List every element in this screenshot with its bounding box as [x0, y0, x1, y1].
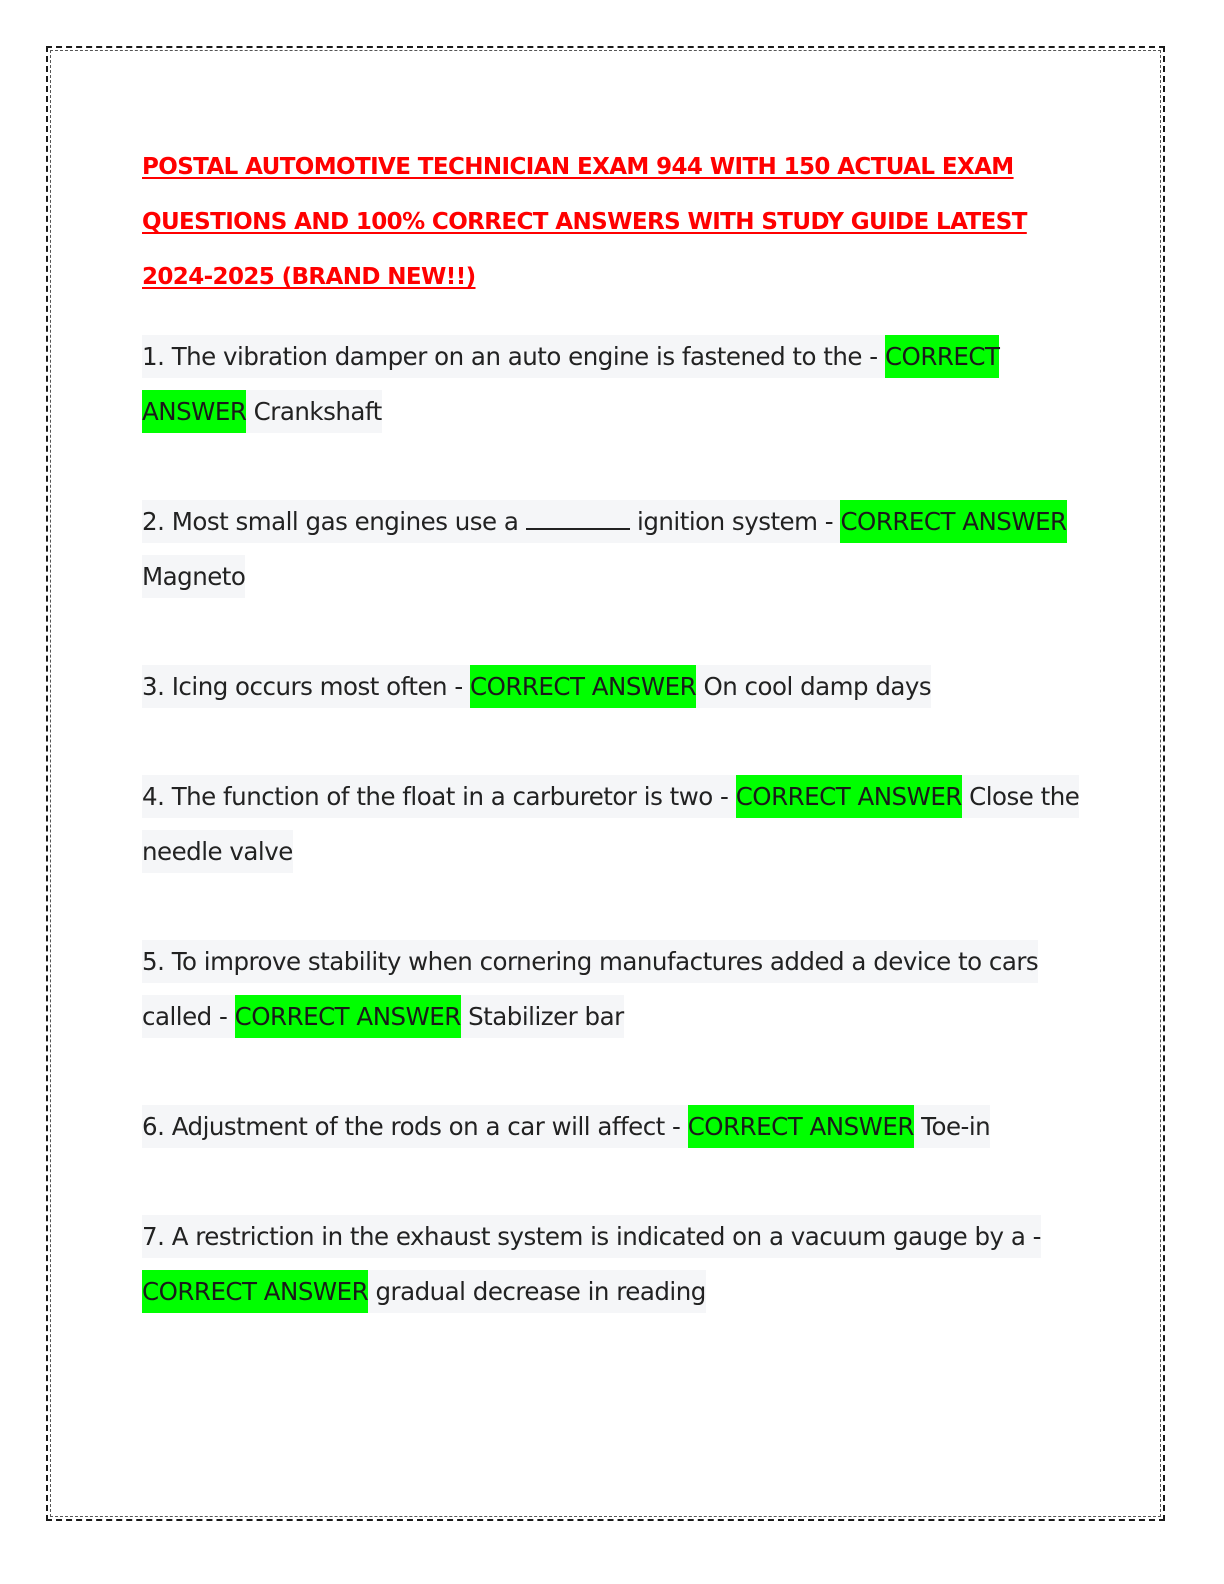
- question-text: The function of the float in a carburetor is two -: [171, 782, 729, 811]
- correct-answer-label: CORRECT ANSWER: [470, 665, 696, 708]
- question-text: Adjustment of the rods on a car will affect -: [171, 1112, 681, 1141]
- correct-answer-label: CORRECT ANSWER: [688, 1105, 914, 1148]
- question-text: The vibration damper on an auto engine is fastened to the -: [171, 342, 878, 371]
- question-item-1: [142, 329, 1082, 439]
- correct-answer-label: CORRECT ANSWER: [142, 1270, 368, 1313]
- question-item-4: [142, 769, 1082, 879]
- answer-text: Magneto: [142, 562, 246, 591]
- question-item-7: [142, 1209, 1082, 1319]
- question-number: 5.: [142, 947, 165, 976]
- question-item-2: [142, 494, 1082, 604]
- question-text: A restriction in the exhaust system is indicated on a vacuum gauge by a -: [171, 1222, 1041, 1251]
- question-item-5: [142, 934, 1082, 1044]
- fill-in-blank: [526, 510, 630, 530]
- question-text: Icing occurs most often -: [171, 672, 463, 701]
- document-title: POSTAL AUTOMOTIVE TECHNICIAN EXAM 944 WITH 150 ACTUAL EXAM QUESTIONS AND 100% CORRECT ANSWERS WITH STUDY GUIDE LATEST 2024-2025 (BRAND NEW!!): [142, 154, 1027, 290]
- correct-answer-label: CORRECT ANSWER: [840, 500, 1066, 543]
- correct-answer-label: CORRECT ANSWER: [235, 995, 461, 1038]
- answer-text: Toe-in: [921, 1112, 991, 1141]
- question-text: ignition system -: [637, 507, 834, 536]
- correct-answer-label: CORRECT ANSWER: [736, 775, 962, 818]
- question-number: 2.: [142, 507, 165, 536]
- question-number: 1.: [142, 342, 165, 371]
- answer-text: Stabilizer bar: [468, 1002, 624, 1031]
- answer-text: Crankshaft: [253, 397, 382, 426]
- question-text: Most small gas engines use a: [171, 507, 519, 536]
- question-item-6: [142, 1099, 1082, 1154]
- answer-text: gradual decrease in reading: [375, 1277, 706, 1306]
- question-number: 6.: [142, 1112, 165, 1141]
- answer-text: On cool damp days: [703, 672, 932, 701]
- question-item-3: [142, 659, 1082, 714]
- question-number: 7.: [142, 1222, 165, 1251]
- question-list: [142, 329, 1082, 1374]
- question-text: To improve stability when cornering manufactures added a device to cars called -: [142, 947, 1039, 1031]
- question-number: 4.: [142, 782, 165, 811]
- correct-answer-label: CORRECT ANSWER: [142, 335, 999, 433]
- question-number: 3.: [142, 672, 165, 701]
- answer-text: Close the needle valve: [142, 782, 1080, 866]
